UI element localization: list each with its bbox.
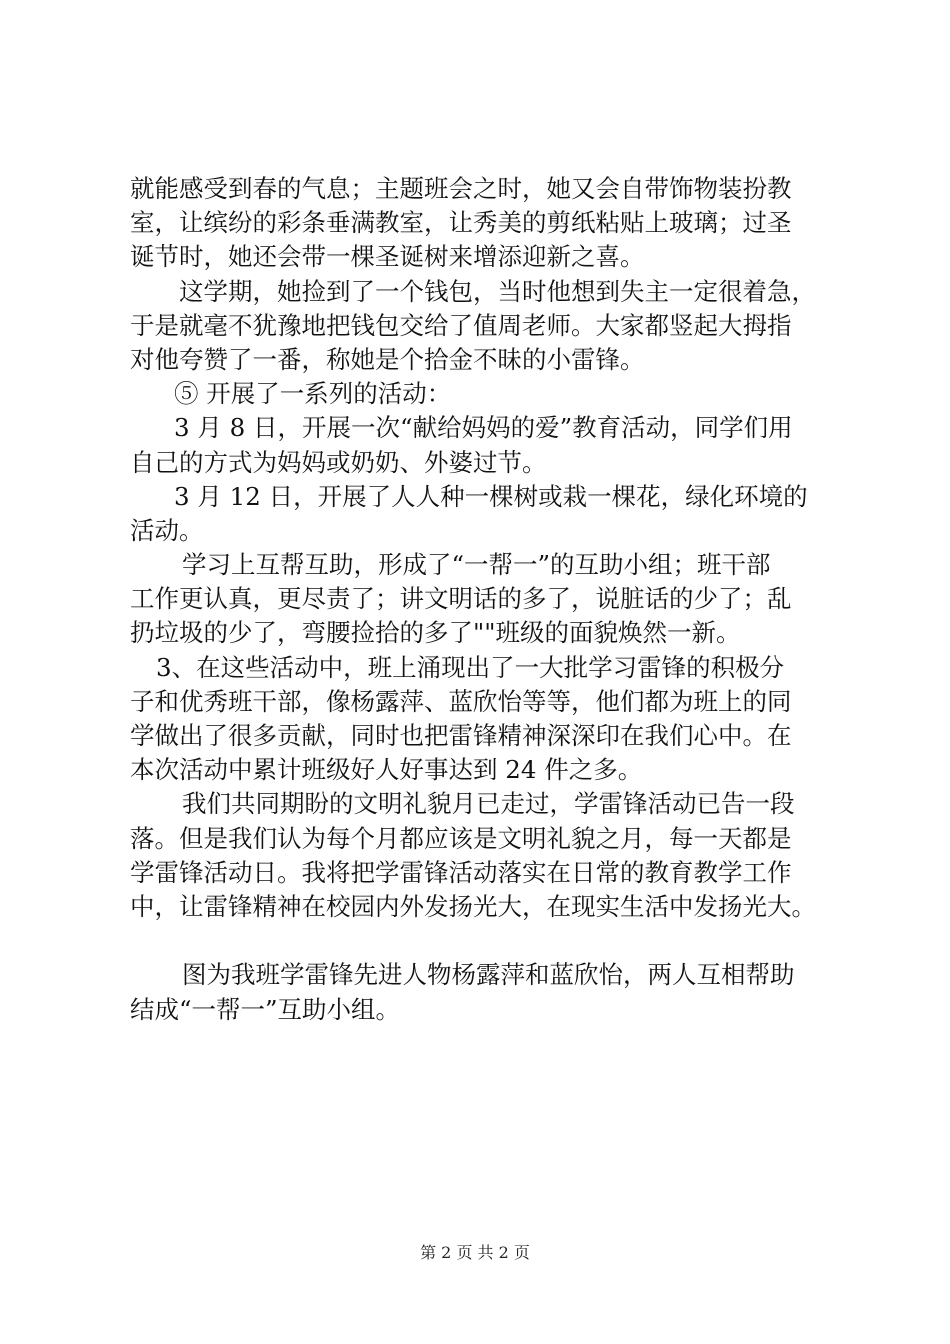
text-line: 我们共同期盼的文明礼貌月已走过，学雷锋活动已告一段 (182, 789, 795, 819)
text-line: 就能感受到春的气息；主题班会之时，她又会自带饰物装扮教 (130, 174, 792, 203)
text-line: 学雷锋活动日。我将把学雷锋活动落实在日常的教育教学工作 (130, 857, 792, 887)
text-line: 3 月 8 日，开展一次“献给妈妈的爱”教育活动，同学们用 (174, 413, 793, 443)
document-body (130, 172, 830, 1027)
text-line: 于是就毫不犹豫地把钱包交给了值周老师。大家都竖起大拇指 (130, 310, 792, 340)
page-number-footer: 第 2 页 共 2 页 (420, 1243, 530, 1262)
text-line: ⑤ 开展了一系列的活动： (174, 379, 452, 409)
text-line: 子和优秀班干部，像杨露萍、蓝欣怡等等，他们都为班上的同 (130, 686, 792, 716)
text-line: 工作更认真，更尽责了；讲文明话的多了，说脏话的少了；乱 (130, 584, 792, 614)
text-line: 3、在这些活动中，班上涌现出了一大批学习雷锋的积极分 (156, 652, 785, 682)
text-line: 学做出了很多贡献，同时也把雷锋精神深深印在我们心中。在 (130, 721, 792, 750)
paragraph-gap (130, 924, 830, 958)
text-line: 3 月 12 日，开展了人人种一棵树或栽一棵花，绿化环境的 (174, 481, 808, 511)
text-line: 自己的方式为妈妈或奶奶、外婆过节。 (130, 447, 547, 477)
text-line: 本次活动中累计班级好人好事达到 24 件之多。 (130, 755, 643, 785)
caption-line: 图为我班学雷锋先进人物杨露萍和蓝欣怡，两人互相帮助 (182, 960, 795, 990)
text-line: 对他夸赞了一番，称她是个拾金不昧的小雷锋。 (130, 344, 645, 374)
caption-line: 结成“一帮一”互助小组。 (130, 994, 401, 1024)
text-line: 学习上互帮互助，形成了“一帮一”的互助小组；班干部 (182, 550, 771, 580)
text-line: 落。但是我们认为每个月都应该是文明礼貌之月，每一天都是 (130, 823, 792, 853)
text-line: 室，让缤纷的彩条垂满教室，让秀美的剪纸粘贴上玻璃；过圣 (130, 208, 792, 238)
text-line: 活动。 (130, 515, 204, 545)
text-line: 诞节时，她还会带一棵圣诞树来增添迎新之喜。 (130, 242, 645, 272)
text-line: 这学期，她捡到了一个钱包，当时他想到失主一定很着急， (179, 276, 816, 306)
text-line: 扔垃圾的少了，弯腰捡拾的多了""班级的面貌焕然一新。 (130, 618, 741, 648)
text-line: 中，让雷锋精神在校园内外发扬光大，在现实生活中发扬光大。 (130, 891, 816, 921)
